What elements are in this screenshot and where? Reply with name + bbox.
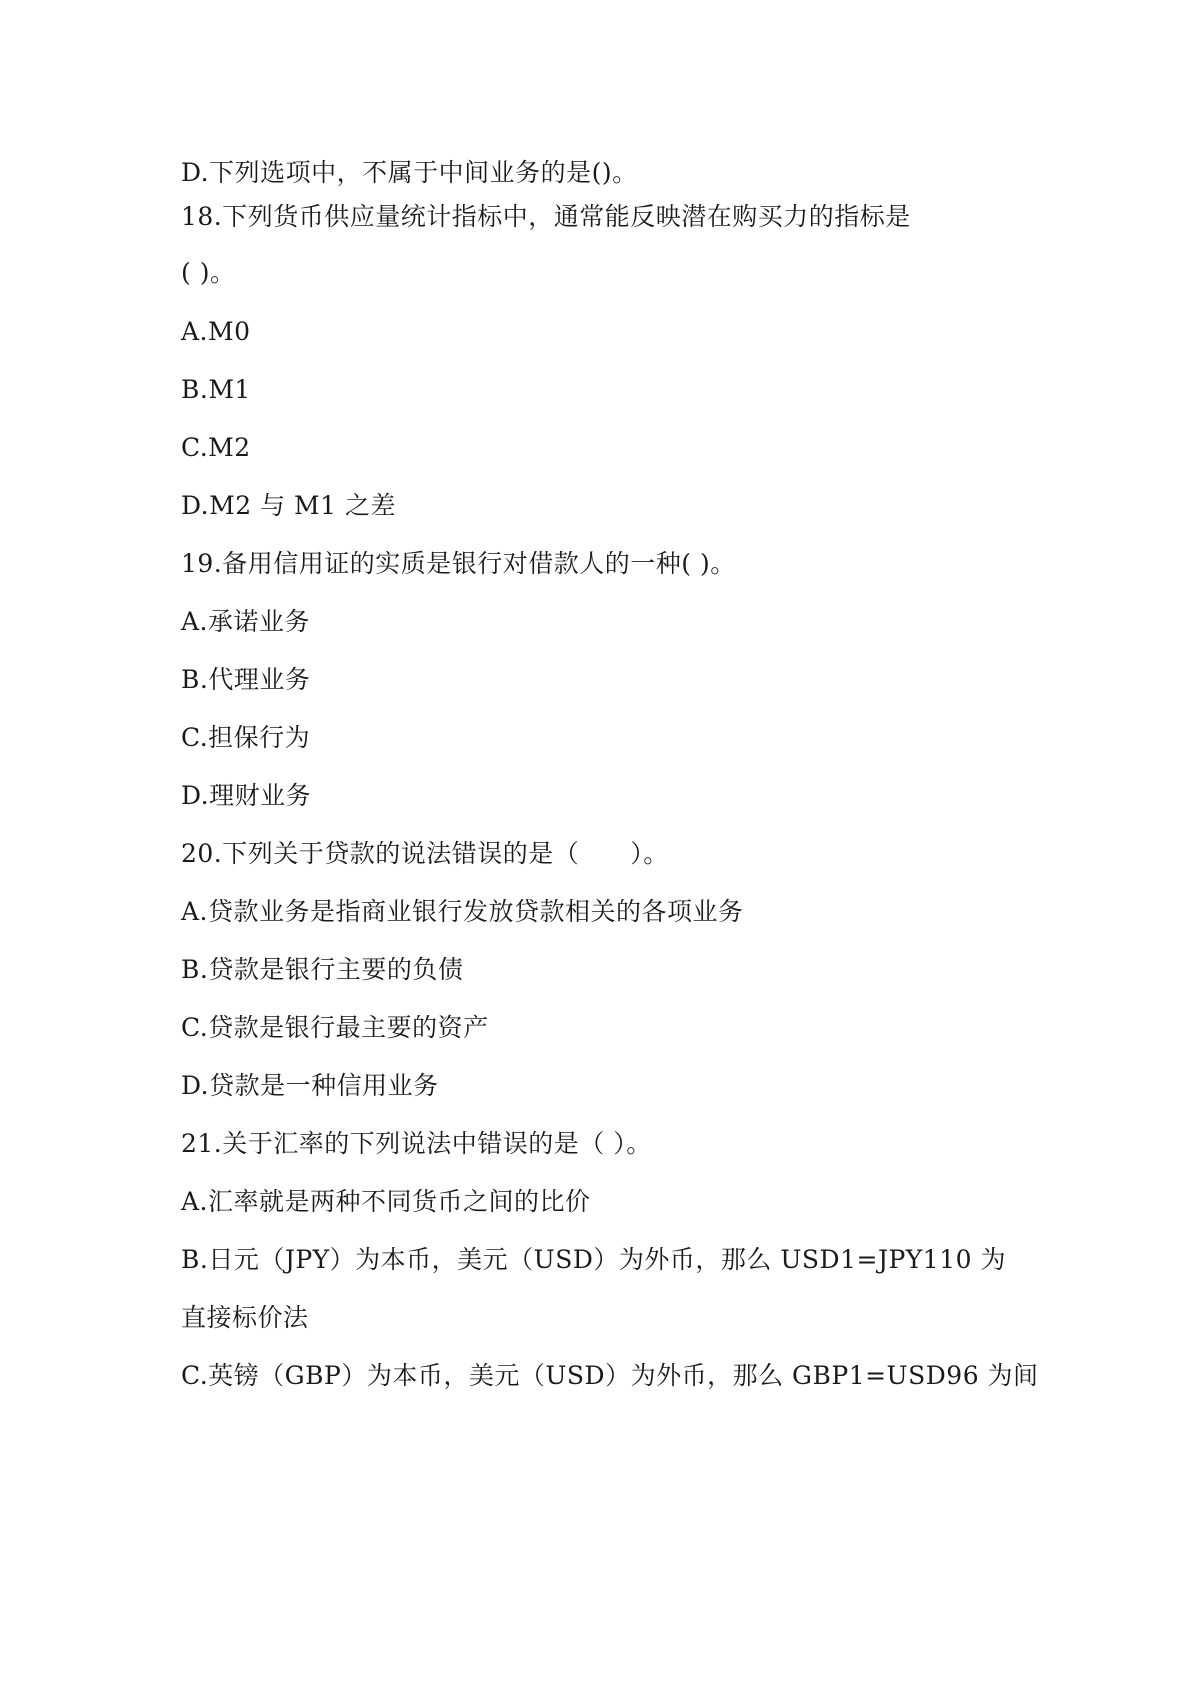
- option-text: A.M0: [181, 317, 251, 346]
- option-text: D.理财业务: [181, 781, 312, 810]
- option-text: B.代理业务: [181, 665, 311, 694]
- option-text: C.贷款是银行最主要的资产: [181, 1013, 489, 1042]
- option-text: C.M2: [181, 433, 251, 462]
- question-18-text: 18.下列货币供应量统计指标中，通常能反映潜在购买力的指标是: [181, 202, 911, 231]
- question-20-text: 20.下列关于贷款的说法错误的是（ ）。: [181, 839, 669, 868]
- option-text: C.担保行为: [181, 723, 311, 752]
- option-text: B.M1: [181, 375, 251, 404]
- option-text: D.贷款是一种信用业务: [181, 1071, 439, 1100]
- option-text: A.承诺业务: [181, 607, 311, 636]
- question-19-text: 19.备用信用证的实质是银行对借款人的一种( )。: [181, 549, 736, 578]
- option-continuation: 直接标价法: [181, 1303, 309, 1332]
- option-text: B.贷款是银行主要的负债: [181, 955, 464, 984]
- question-21-text: 21.关于汇率的下列说法中错误的是（ ）。: [181, 1129, 652, 1158]
- option-text: B.日元（JPY）为本币，美元（USD）为外币，那么 USD1=JPY110 为: [181, 1245, 1006, 1274]
- option-text: C.英镑（GBP）为本币，美元（USD）为外币，那么 GBP1=USD96 为间: [181, 1361, 1039, 1390]
- option-text: A.汇率就是两种不同货币之间的比价: [181, 1187, 591, 1216]
- option-text: A.贷款业务是指商业银行发放贷款相关的各项业务: [181, 897, 744, 926]
- question-18-continuation: ( )。: [181, 258, 236, 287]
- option-text: D.M2 与 M1 之差: [181, 491, 396, 520]
- option-text: D.下列选项中，不属于中间业务的是()。: [181, 158, 638, 187]
